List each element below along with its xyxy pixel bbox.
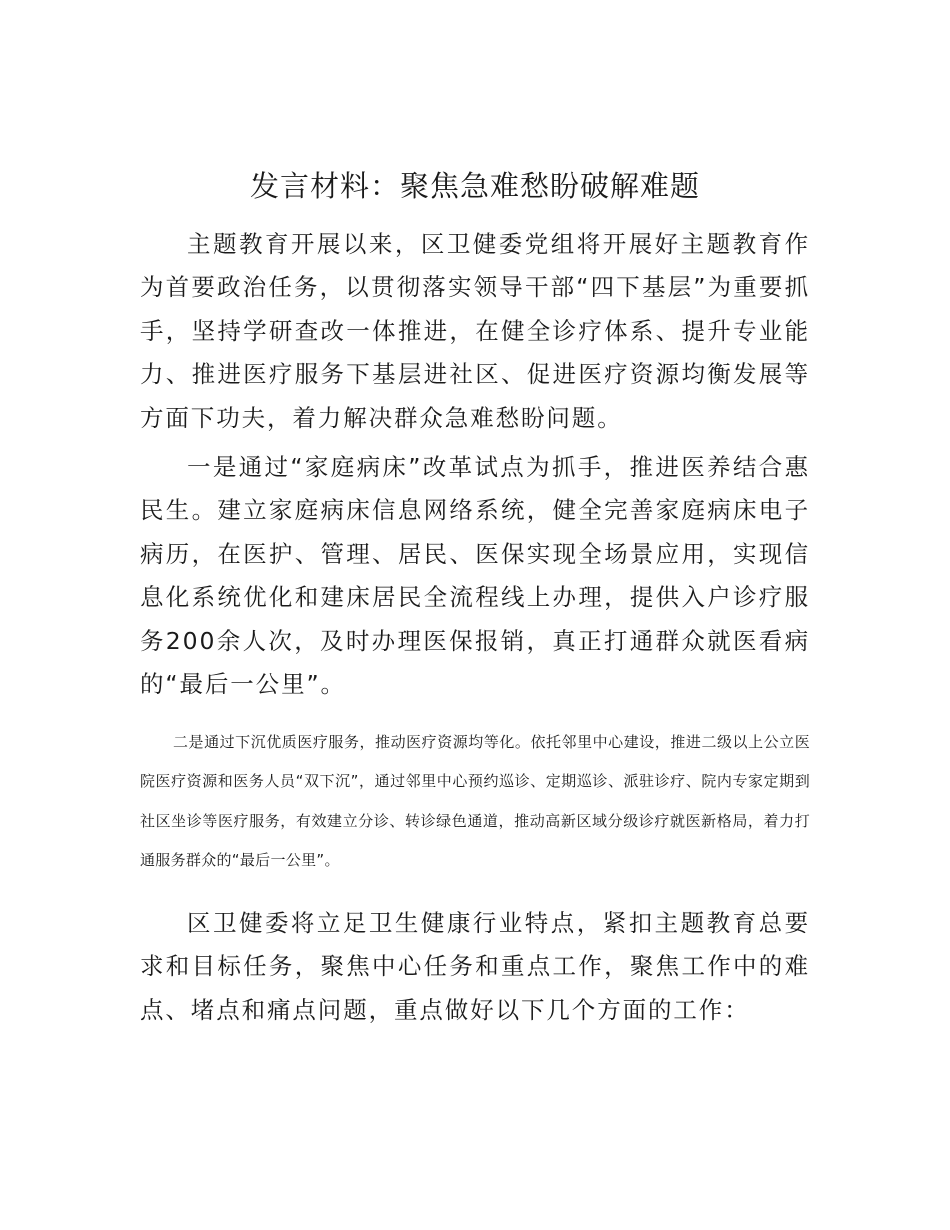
document-title: 发言材料：聚焦急难愁盼破解难题 (249, 169, 700, 203)
paragraph-conclusion: 区卫健委将立足卫生健康行业特点，紧扣主题教育总要求和目标任务，聚焦中心任务和重点工作，聚焦工作中的难点、堵点和痛点问题，重点做好以下几个方面的工作： (140, 909, 810, 1024)
paragraph-intro: 主题教育开展以来，区卫健委党组将开展好主题教育作为首要政治任务，以贯彻落实领导干部“四下基层”为重要抓手，坚持学研查改一体推进，在健全诊疗体系、提升专业能力、推进医疗服务下基层进社区、促进医疗资源均衡发展等方面下功夫，着力解决群众急难愁盼问题。 (140, 230, 810, 432)
paragraph-family-beds: 一是通过“家庭病床”改革试点为抓手，推进医养结合惠民生。建立家庭病床信息网络系统，健全完善家庭病床电子病历，在医护、管理、居民、医保实现全场景应用，实现信息化系统优化和建床居民全流程线上办理，提供入户诊疗服务200余人次，及时办理医保报销，真正打通群众就医看病的“最后一公里”。 (140, 453, 810, 699)
paragraph-medical-resources: 二是通过下沉优质医疗服务，推动医疗资源均等化。依托邻里中心建设，推进二级以上公立医院医疗资源和医务人员“双下沉”，通过邻里中心预约巡诊、定期巡诊、派驻诊疗、院内专家定期到社区坐诊等医疗服务，有效建立分诊、转诊绿色通道，推动高新区域分级诊疗就医新格局，着力打通服务群众的“最后一公里”。 (140, 733, 810, 869)
